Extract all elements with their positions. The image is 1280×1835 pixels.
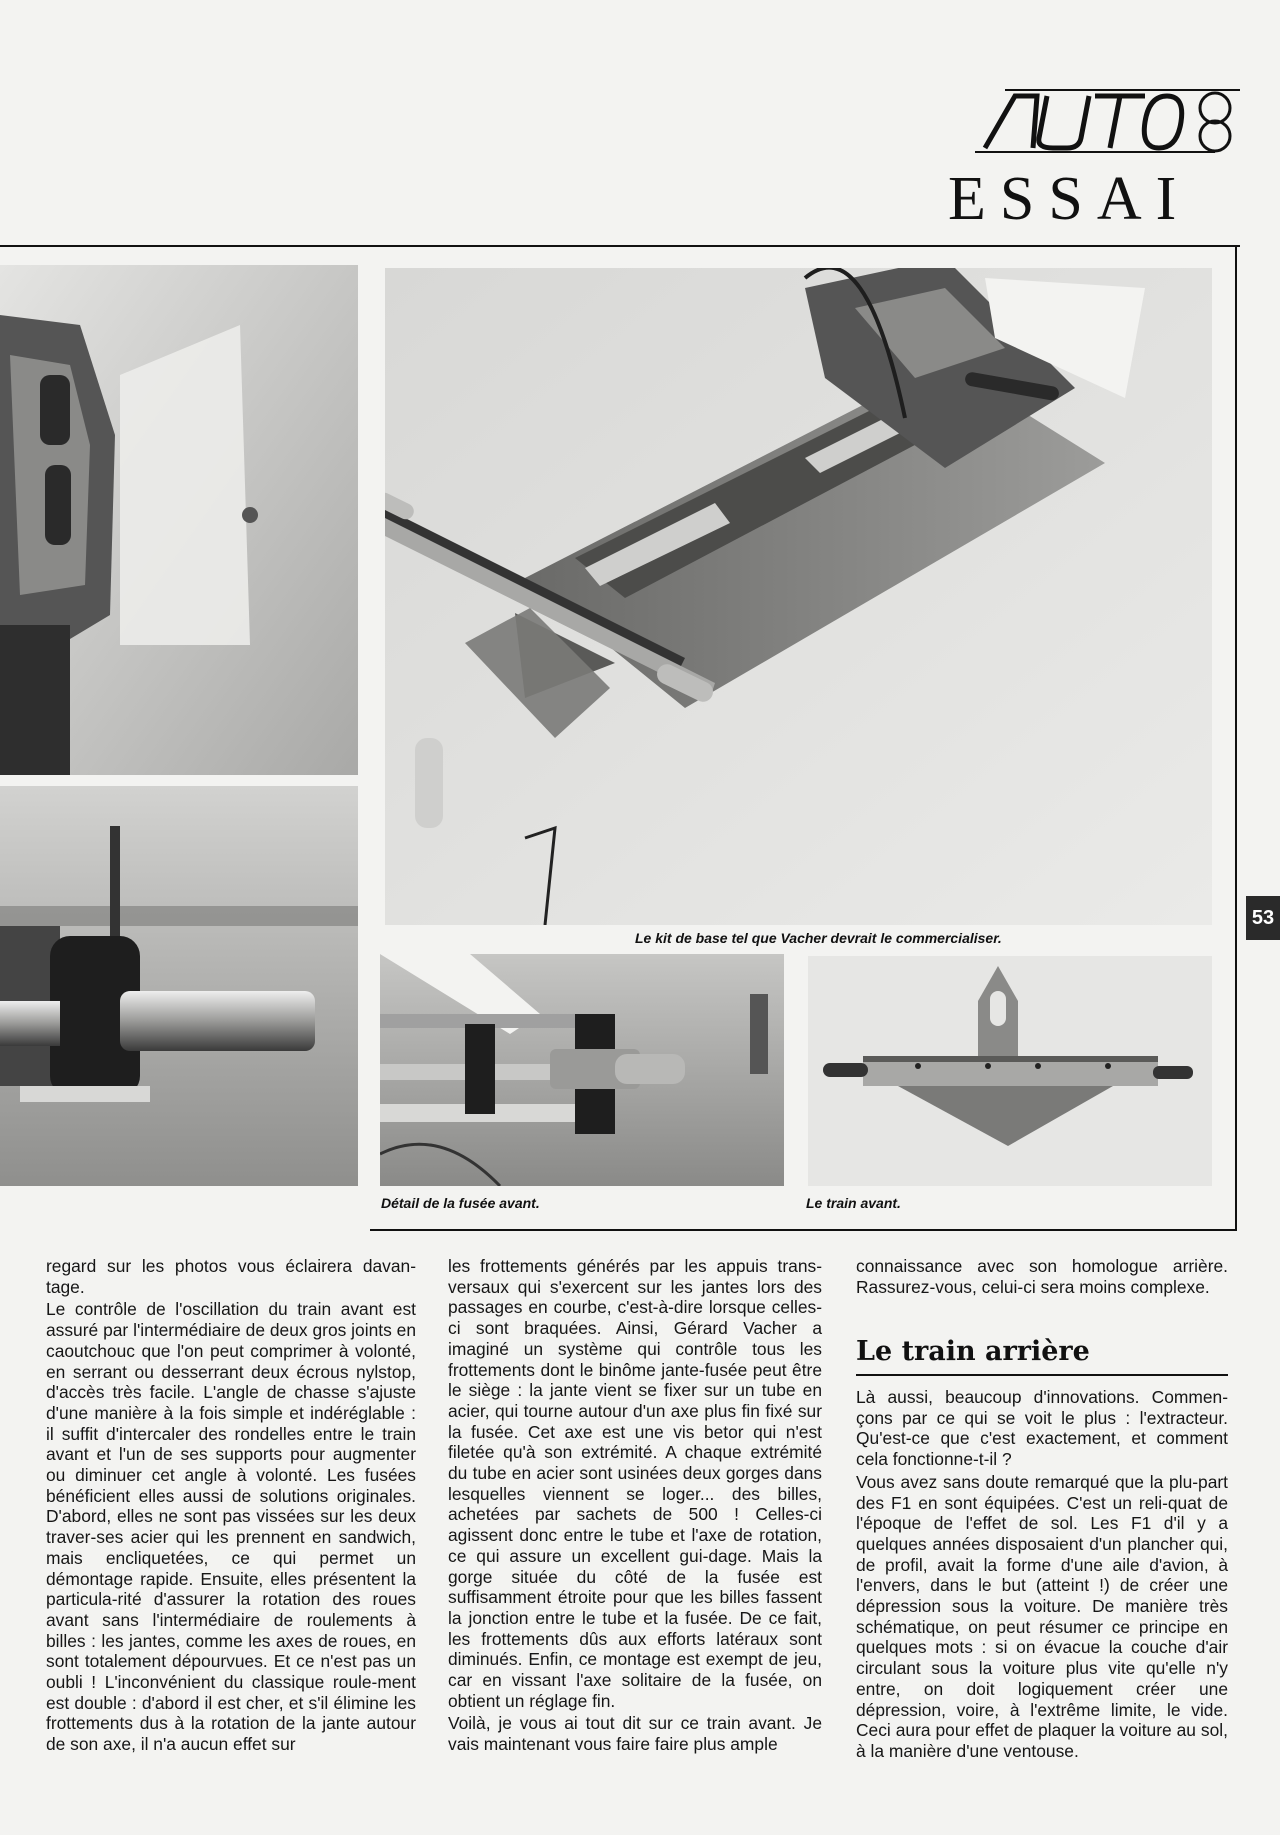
paragraph: Vous avez sans doute remarqué que la plu-part des F1 en sont équipées. C'est un reli-quat de l'époque de l'effet de sol. Les F1 d'il y a quelques années disposaient d'un plancher qui, de profil, avait la forme d'une aile d'avion, à l'envers, dans le but (atteint !) de créer une dépression sous la voiture. De manière très schématique, on peut résumer ce principe en quelques mots : si on évacue la couche d'air circulant sous la voiture plus vite qu'elle n'y entre, on doit logiquement créer une dépression, voire, à l'extrême limite, le vide. Ceci aura pour effet de plaquer la voiture au sol, à la manière d'une ventouse. (856, 1471, 1228, 1761)
photo-frame-right (1235, 245, 1237, 1230)
caption-train-avant: Le train avant. (806, 1195, 901, 1211)
section-title: ESSAI (948, 165, 1191, 233)
paragraph: Là aussi, beaucoup d'innovations. Commen-çons par ce qui se voit le plus : l'extracteur. Qu'est-ce que c'est exactement, et comment cela fonctionne-t-il ? (856, 1387, 1228, 1470)
text-column-3-top (856, 1256, 1228, 1299)
photo-train-avant (808, 956, 1212, 1186)
paragraph: Le contrôle de l'oscillation du train avant est assuré par l'intermédiaire de deux gros joints en caoutchouc que l'on peut comprimer à volonté, en serrant ou desserrant deux écrous nylstop, d'accès très facile. L'angle de chasse s'ajuste d'une manière à la fois simple et indéréglable : il suffit d'intercaler des rondelles entre le train avant et l'un de ses supports pour augmenter ou diminuer cet angle à volonté. Les fusées bénéficient elles aussi de solutions originales. D'abord, elles ne sont pas vissées sur les deux traver-ses acier qui les prennent en sandwich, mais encliquetées, ce qui permet un démontage rapide. Ensuite, elles présentent la particula-rité d'assurer la rotation des roues avant sans l'intermédiaire de roulements à billes : les jantes, comme les axes de roues, en sont totalement dépourvues. Et ce n'est pas un oubli ! L'inconvénient du classique roule-ment est double : d'abord il est cher, et s'il élimine les frottements dus à la rotation de la jante autour de son axe, il n'a aucun effet sur (46, 1299, 416, 1755)
photo-frame-bottom (370, 1229, 1237, 1231)
photo-wheel-hub (0, 786, 358, 1186)
subheading-train-arriere: Le train arrière (856, 1336, 1090, 1367)
text-column-3 (856, 1387, 1228, 1764)
photo-chassis-side (0, 265, 358, 775)
paragraph: connaissance avec son homologue arrière. Rassurez-vous, celui-ci sera moins complexe. (856, 1256, 1228, 1297)
auto8-logo-graphic (975, 86, 1245, 158)
paragraph: Voilà, je vous ai tout dit sur ce train avant. Je vais maintenant vous faire faire plus ample (448, 1713, 822, 1755)
photo-detail-fusee (380, 954, 784, 1186)
text-column-2 (448, 1256, 822, 1757)
paragraph: les frottements générés par les appuis trans-versaux qui s'exercent sur les jantes lors des passages en courbe, c'est-à-dire lorsque celles-ci sont braquées. Ainsi, Gérard Vacher a imaginé un système qui contrôle tous les frottements dont le binôme jante-fusée peut être le siège : la jante vient se fixer sur un tube en acier, qui tourne autour d'un axe plus fin fixé sur la fusée. Cet axe est une vis betor qui n'est filetée qu'à son extrémité. A chaque extrémité du tube en acier sont usinées deux gorges dans lesquelles viennent se loger... des billes, achetées par sachets de 500 ! Celles-ci agissent donc entre le tube et l'axe de rotation, ce qui assure un excellent gui-dage. Mais la gorge située du côté de la fusée est suffisamment étroite pour que les billes fassent la jonction entre le tube et la fusée. De ce fait, les frottements dûs aux efforts latéraux sont diminués. Enfin, ce montage est exempt de jeu, car en vissant l'axe solitaire de la fusée, on obtient un réglage fin. (448, 1256, 822, 1711)
auto8-logo (975, 86, 1245, 158)
photo-kit-de-base (385, 268, 1212, 925)
text-column-1 (46, 1256, 416, 1757)
paragraph: regard sur les photos vous éclairera davan-tage. (46, 1256, 416, 1297)
subheading-rule (856, 1374, 1228, 1376)
caption-kit: Le kit de base tel que Vacher devrait le commercialiser. (635, 930, 1002, 946)
header-rule (0, 245, 1240, 247)
page-number: 53 (1246, 896, 1280, 940)
caption-fusee: Détail de la fusée avant. (381, 1195, 540, 1211)
